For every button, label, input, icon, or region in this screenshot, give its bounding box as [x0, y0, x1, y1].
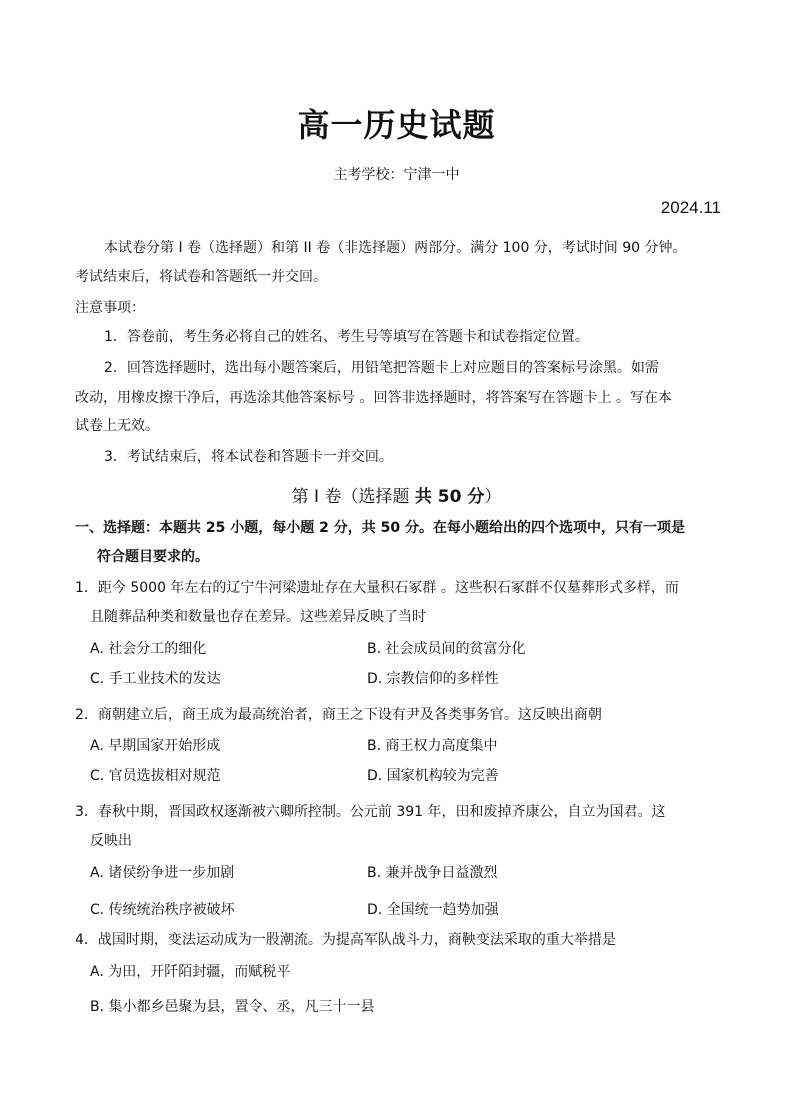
question-stem: 2．商朝建立后，商王成为最高统治者，商王之下设有尹及各类事务官。这反映出商朝 [75, 707, 602, 723]
note-item-1: 1．答卷前，考生务必将自己的姓名、考生号等填写在答题卡和试卷指定位置。 [104, 329, 589, 345]
option-c: C. 传统统治秩序被破坏 [90, 902, 235, 918]
section-score: 共 50 分 [414, 487, 485, 507]
option-a: A. 早期国家开始形成 [90, 738, 221, 754]
exam-date: 2024.11 [660, 198, 721, 217]
intro-line-1: 本试卷分第 I 卷（选择题）和第 II 卷（非选择题）两部分。满分 100 分，考试时间 90 分钟。 [104, 240, 687, 256]
section-label-end: ） [484, 487, 502, 507]
option-a: A. 为田，开阡陌封疆，而赋税平 [90, 964, 291, 980]
question-stem-cont: 且随葬品种类和数量也存在差异。这些差异反映了当时 [90, 609, 426, 625]
option-b: B. 商王权力高度集中 [367, 738, 498, 754]
option-b: B. 兼并战争日益激烈 [367, 865, 498, 881]
option-c: C. 官员选拔相对规范 [90, 768, 221, 784]
question-stem-cont: 反映出 [90, 833, 132, 849]
option-b: B. 社会成员间的贫富分化 [367, 641, 526, 657]
note-item-2-line-2: 改动，用橡皮擦干净后，再选涂其他答案标号 。回答非选择题时，将答案写在答题卡上 。写在本 [75, 390, 672, 406]
question-stem: 4．战国时期，变法运动成为一股潮流。为提高军队战斗力，商鞅变法采取的重大举措是 [75, 932, 616, 948]
note-item-2-line-3: 试卷上无效。 [75, 418, 159, 434]
part-instructions-line-2: 符合题目要求的。 [97, 549, 209, 565]
option-d: D. 宗教信仰的多样性 [367, 671, 499, 687]
note-item-3: 3．考试结束后，将本试卷和答题卡一并交回。 [104, 449, 393, 465]
question-stem: 3．春秋中期，晋国政权逐渐被六卿所控制。公元前 391 年，田和废掉齐康公，自立为国君。这 [75, 804, 666, 820]
note-item-2-line-1: 2．回答选择题时，选出每小题答案后，用铅笔把答题卡上对应题目的答案标号涂黑。如需 [104, 360, 659, 376]
notes-heading: 注意事项： [75, 300, 145, 316]
intro-line-2: 考试结束后，将试卷和答题纸一并交回。 [75, 269, 327, 285]
section-heading [0, 482, 793, 507]
option-d: D. 国家机构较为完善 [367, 768, 499, 784]
option-c: C. 手工业技术的发达 [90, 671, 221, 687]
option-b: B. 集小都乡邑聚为县，置令、丞，凡三十一县 [90, 999, 375, 1015]
option-a: A. 社会分工的细化 [90, 641, 207, 657]
part-instructions-line-1: 一、选择题：本题共 25 小题，每小题 2 分，共 50 分。在每小题给出的四个选项中，只有一项是 [75, 520, 685, 536]
page-title: 高一历史试题 [297, 106, 496, 144]
host-school: 主考学校：宁津一中 [333, 167, 460, 183]
question-stem: 1．距今 5000 年左右的辽宁牛河梁遗址存在大量积石冢群 。这些积石冢群不仅墓葬形式多样，而 [75, 580, 679, 596]
option-a: A. 诸侯纷争进一步加剧 [90, 865, 235, 881]
option-d: D. 全国统一趋势加强 [367, 902, 499, 918]
section-label: 第 I 卷（选择题 [291, 487, 415, 507]
